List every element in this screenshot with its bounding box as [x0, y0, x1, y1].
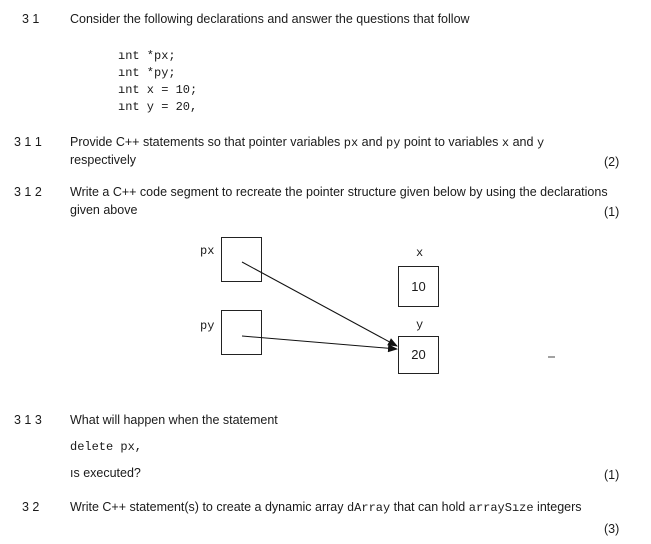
question-text: given above — [70, 203, 138, 217]
marks: (1) — [604, 468, 620, 482]
question-text: ıs executed? — [70, 466, 141, 480]
px-pointer-arrow — [242, 262, 397, 346]
x-box: 10 — [398, 266, 439, 307]
question-text: Provide C++ statements so that pointer variables px and py point to variables x and y — [70, 135, 545, 150]
py-pointer-arrow — [242, 336, 397, 349]
question-number: 3 1 3 — [14, 413, 42, 427]
question-number: 3 1 — [22, 12, 40, 26]
code-line: ınt y = 20, — [118, 100, 198, 114]
question-number: 3 2 — [22, 500, 40, 514]
question-text: Write C++ statement(s) to create a dynamic array dArray that can hold arraySıze integers — [70, 500, 582, 515]
question-number: 3 1 2 — [14, 185, 42, 199]
py-label: py — [200, 319, 215, 333]
y-label: y — [416, 318, 424, 332]
code-line: ınt x = 10; — [118, 83, 198, 97]
code-line: ınt *py; — [118, 66, 176, 80]
x-label: x — [416, 246, 424, 260]
y-box: 20 — [398, 336, 439, 374]
question-text: Write a C++ code segment to recreate the pointer structure given below by using the declarations — [70, 185, 608, 199]
question-text: What will happen when the statement — [70, 413, 278, 427]
marks: (1) — [604, 205, 620, 219]
question-number: 3 1 1 — [14, 135, 42, 149]
code-line: delete px, — [70, 440, 143, 454]
code-line: ınt *px; — [118, 49, 176, 63]
marks: (3) — [604, 522, 620, 536]
question-text: Consider the following declarations and answer the questions that follow — [70, 12, 470, 26]
px-label: px — [200, 244, 215, 258]
marks: (2) — [604, 155, 620, 169]
question-text: respectively — [70, 153, 136, 167]
